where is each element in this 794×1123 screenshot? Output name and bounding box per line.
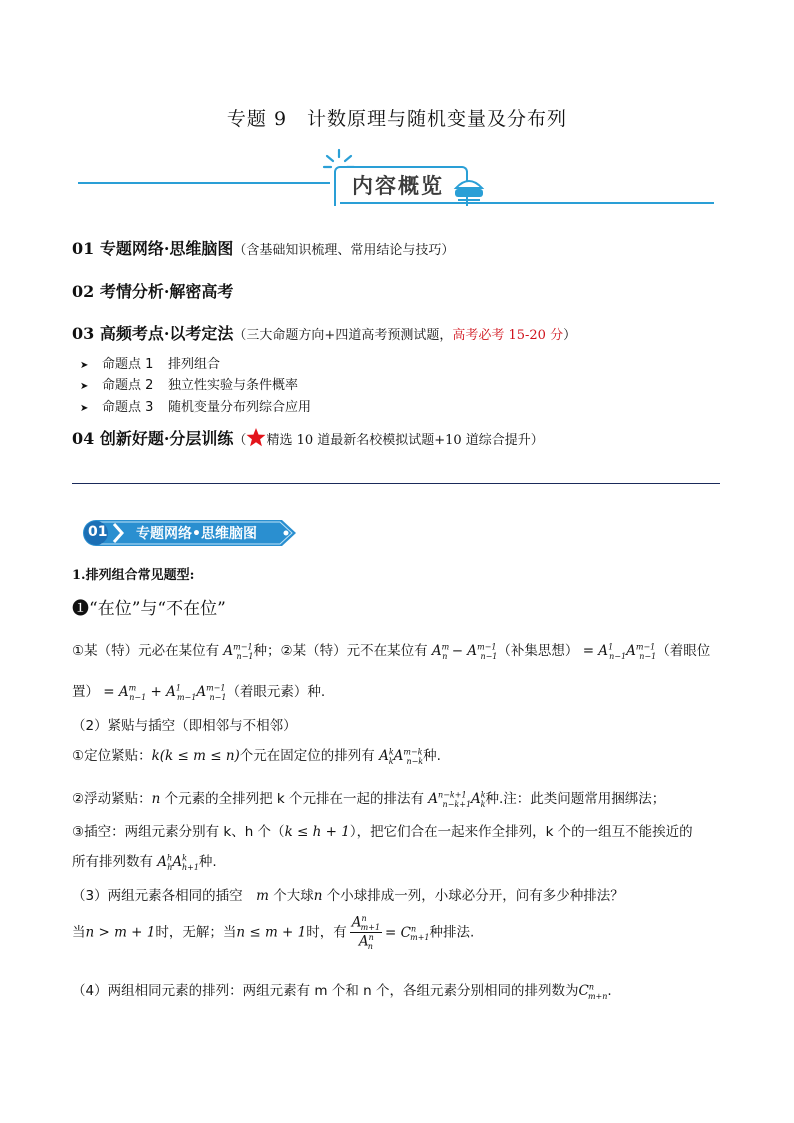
point-label: 命题点 3 [102, 400, 154, 415]
text: （着眼元素）种. [226, 684, 326, 700]
fraction-formula: $\frac{A^n_{m+1}}{A^n_n}$ [351, 914, 381, 952]
point-2 [80, 374, 298, 393]
text: ），把它们合在一起来作全排列，k 个的一组互不能挨近的 [349, 824, 693, 840]
text: 个大球 [268, 888, 314, 904]
banner-label: 内容概览 [352, 174, 444, 198]
text: 种. [423, 748, 441, 764]
section-1 [72, 236, 454, 259]
text: 个元在固定位的排列有 [239, 748, 380, 764]
subheading-in-position: ❶“在位”与“不在位” [72, 599, 226, 619]
banner-line-left [78, 182, 330, 184]
point-label: 命题点 1 [102, 357, 154, 372]
page-title: 专题 9 计数原理与随机变量及分布列 [226, 108, 568, 130]
formula: $A^m_n - A^{m-1}_{n-1}$ [431, 642, 498, 661]
paragraph-line-6 [72, 820, 693, 840]
section-4 [72, 426, 544, 449]
pill-label: 专题网络•思维脑图 [136, 526, 257, 542]
paragraph-line-3: （2）紧贴与插空（即相邻与不相邻） [72, 718, 297, 734]
formula: n ≤ m + 1 [236, 924, 307, 941]
text: 种排法. [429, 924, 475, 941]
pill-number: 01 [88, 524, 108, 540]
text: ③插空：两组元素分别有 k、h 个（ [72, 824, 285, 840]
section-3-note-end: ） [563, 328, 577, 343]
formula: k ≤ h + 1 [284, 824, 350, 840]
section-2-title: 02 考情分析·解密高考 [72, 282, 234, 301]
section-3-highlight: 高考必考 15-20 分 [452, 328, 564, 343]
text: 置） [72, 684, 99, 700]
paragraph-line-1 [72, 639, 710, 661]
section-1-note: （含基础知识梳理、常用结论与技巧） [233, 243, 455, 258]
section-3-title: 03 高频考点·以考定法 [72, 324, 234, 343]
formula: $A^{n-k+1}_{n-k+1}A^k_k$ [428, 790, 486, 809]
formula: $A^{m-1}_{n-1}$ [223, 642, 254, 661]
text: . [607, 983, 612, 999]
formula: $C^n_{m+n}$ [578, 982, 608, 1001]
formula: $A^k_kA^{m-k}_{n-k}$ [379, 747, 424, 766]
text: 时，无解；当 [155, 924, 237, 941]
cup-icon [452, 178, 486, 204]
text: （3）两组元素各相同的插空 [72, 888, 257, 904]
section-4-title: 04 创新好题·分层训练 [72, 429, 234, 448]
section-4-note: 精选 10 道最新名校模拟试题+10 道综合提升） [266, 433, 544, 448]
point-3 [80, 396, 311, 415]
paragraph-line-2 [72, 680, 325, 702]
section-3-note: （三大命题方向+四道高考预测试题， [233, 328, 453, 343]
arrow-bullet-icon: ➤ [80, 403, 89, 414]
section-2 [72, 279, 233, 302]
text: （补集思想） [497, 643, 579, 659]
paragraph-line-4 [72, 744, 441, 766]
paragraph-line-5 [72, 787, 665, 809]
point-text: 随机变量分布列综合应用 [168, 400, 312, 415]
formula: = $C^n_{m+1}$ [385, 924, 430, 943]
section-1-title: 01 专题网络·思维脑图 [72, 239, 234, 258]
formula: n > m + 1 [85, 924, 156, 941]
text: 时，有 [306, 924, 347, 941]
text: 种. [198, 854, 217, 870]
formula: $A^h_hA^k_{h+1}$ [157, 853, 199, 872]
paragraph-line-8 [72, 884, 624, 904]
text: ①定位紧贴： [72, 748, 152, 764]
point-text: 独立性实验与条件概率 [168, 378, 299, 393]
text: ①某（特）元必在某位有 [72, 643, 224, 659]
banner-line-right [340, 202, 714, 204]
formula: k(k ≤ m ≤ n) [151, 748, 240, 764]
text: 当 [72, 924, 86, 941]
text: 种；②某（特）元不在某位有 [253, 643, 432, 659]
point-label: 命题点 2 [102, 378, 154, 393]
point-1 [80, 353, 220, 372]
star-icon [246, 428, 266, 447]
point-text: 排列组合 [168, 357, 221, 372]
divider [72, 483, 720, 484]
content-heading: 1.排列组合常见题型: [72, 568, 195, 583]
text: ②浮动紧贴： [72, 791, 152, 807]
text: 种.注：此类问题常用捆绑法； [485, 791, 666, 807]
text: 个元素的全排列把 k 个元排在一起的排法有 [160, 791, 429, 807]
arrow-bullet-icon: ➤ [80, 360, 89, 371]
paragraph-line-9 [72, 914, 474, 951]
text: （4）两组相同元素的排列：两组元素有 m 个和 n 个，各组元素分别相同的排列数为 [72, 983, 579, 999]
text: 所有排列数有 [72, 854, 158, 870]
paragraph-line-7 [72, 850, 217, 872]
section-3 [72, 321, 576, 344]
section-4-note-open: （ [233, 433, 247, 448]
formula: n [151, 791, 161, 807]
text: 个小球排成一列，小球必分开，问有多少种排法？ [322, 888, 624, 904]
arrow-bullet-icon: ➤ [80, 381, 89, 392]
paragraph-line-10 [72, 979, 612, 1001]
text: （着眼位 [656, 643, 711, 659]
formula: = $A^m_{n-1} + A^1_{m-1}A^{m-1}_{n-1}$ [99, 683, 227, 702]
formula: m [256, 888, 269, 904]
formula: = $A^1_{n-1}A^{m-1}_{n-1}$ [578, 642, 657, 661]
formula: n [313, 888, 323, 904]
